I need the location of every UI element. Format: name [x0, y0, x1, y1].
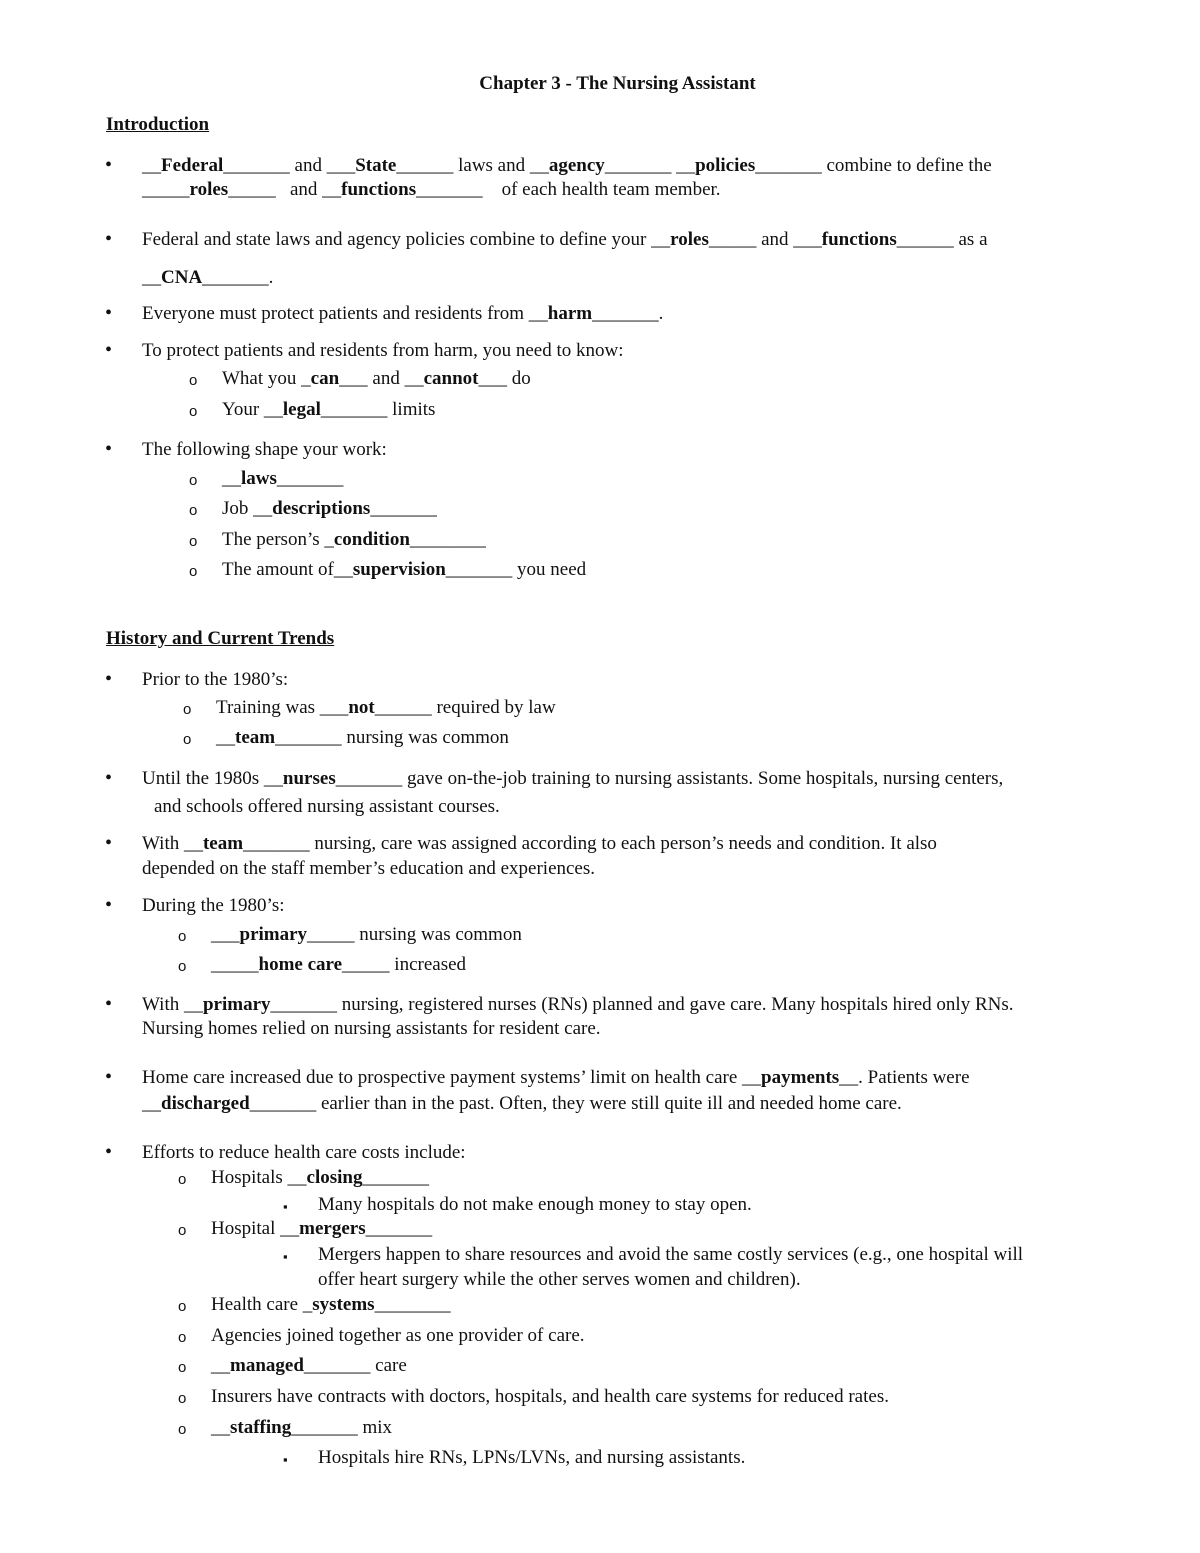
bullet-icon: •	[105, 302, 113, 324]
bullet-text	[142, 301, 663, 326]
blank-text: With __	[142, 833, 203, 854]
circle-bullet-icon: o	[178, 1298, 187, 1315]
blank-text: _______ combine to define the	[755, 155, 992, 176]
blank-text: __	[211, 1355, 230, 1376]
blank-text: Federal and state laws and agency policies combine to define your __	[142, 229, 671, 250]
blank-text: __	[222, 468, 241, 489]
blank-text: _______ and ___	[223, 155, 356, 176]
bullet-icon: •	[105, 1066, 113, 1088]
bullet-icon: •	[105, 438, 113, 460]
bullet-text	[142, 227, 988, 252]
fill-answer: team	[235, 727, 276, 748]
square-bullet-icon: ▪	[283, 1199, 288, 1214]
fill-answer: laws	[241, 468, 277, 489]
sub-sub-bullet-text: Hospitals hire RNs, LPNs/LVNs, and nursing assistants.	[318, 1447, 746, 1468]
bullet-icon: •	[105, 832, 113, 854]
section-heading-history: History and Current Trends	[106, 628, 335, 649]
bullet-icon: •	[105, 339, 113, 361]
blank-text: __	[211, 1417, 230, 1438]
blank-text: Job __	[222, 498, 273, 519]
circle-bullet-icon: o	[178, 1222, 187, 1239]
sub-bullet-text: Agencies joined together as one provider of care.	[211, 1325, 585, 1346]
blank-text: _______	[370, 498, 437, 519]
fill-answer: functions	[821, 229, 897, 250]
sub-sub-bullet-text: Many hospitals do not make enough money to stay open.	[318, 1194, 752, 1215]
bullet-text	[142, 153, 992, 178]
blank-text: _______ __	[604, 155, 696, 176]
sub-bullet-text	[211, 1353, 407, 1378]
circle-bullet-icon: o	[178, 1359, 187, 1376]
blank-text: _____ and __	[228, 179, 342, 200]
bullet-text-continued: depended on the staff member’s education and experiences.	[142, 858, 596, 879]
bullet-text: Efforts to reduce health care costs include:	[142, 1142, 466, 1163]
square-bullet-icon: ▪	[283, 1249, 288, 1264]
fill-answer: roles	[189, 179, 229, 200]
bullet-text: To protect patients and residents from harm, you need to know:	[142, 340, 624, 361]
blank-text: ________	[409, 529, 486, 550]
square-bullet-icon: ▪	[283, 1452, 288, 1467]
sub-sub-bullet-text: Mergers happen to share resources and avoid the same costly services (e.g., one hospital will	[318, 1244, 1024, 1265]
blank-text: _______	[365, 1218, 433, 1239]
bullet-text: Prior to the 1980’s:	[142, 669, 289, 690]
bullet-icon: •	[105, 154, 113, 176]
blank-text: _______ you need	[445, 559, 587, 580]
blank-text: _______.	[592, 303, 664, 324]
fill-answer: closing	[306, 1167, 363, 1188]
fill-answer: primary	[202, 994, 271, 1015]
blank-text: __	[142, 267, 161, 288]
blank-text: ___ and __	[339, 368, 424, 389]
blank-text: _____	[211, 954, 259, 975]
bullet-icon: •	[105, 1141, 113, 1163]
blank-text: _______ care	[303, 1355, 407, 1376]
circle-bullet-icon: o	[183, 731, 192, 748]
bullet-icon: •	[105, 993, 113, 1015]
bullet-icon: •	[105, 894, 113, 916]
fill-answer: cannot	[423, 368, 479, 389]
blank-text: _____ increased	[342, 954, 467, 975]
fill-answer: systems	[312, 1294, 375, 1315]
blank-text: _______ gave on-the-job training to nursing assistants. Some hospitals, nursing centers,	[335, 768, 1004, 789]
blank-text: ______ as a	[896, 229, 988, 250]
blank-text: ________	[374, 1294, 451, 1315]
sub-bullet-text	[211, 922, 522, 947]
blank-text: Home care increased due to prospective payment systems’ limit on health care __	[142, 1067, 762, 1088]
fill-answer: discharged	[161, 1093, 250, 1114]
fill-answer: descriptions	[272, 498, 371, 519]
circle-bullet-icon: o	[178, 928, 187, 945]
sub-bullet-text	[222, 557, 586, 582]
sub-bullet-text	[222, 527, 486, 552]
bullet-text-continued: and schools offered nursing assistant courses.	[154, 796, 500, 817]
blank-text: Training was ___	[216, 697, 349, 718]
sub-sub-bullet-text-continued: offer heart surgery while the other serves women and children).	[318, 1269, 801, 1290]
bullet-text-continued	[142, 177, 721, 202]
sub-bullet-text	[211, 1165, 429, 1190]
fill-answer: managed	[230, 1355, 304, 1376]
circle-bullet-icon: o	[178, 1329, 187, 1346]
blank-text: _____	[142, 179, 190, 200]
sub-bullet-text	[222, 496, 437, 521]
fill-answer: payments	[761, 1067, 840, 1088]
circle-bullet-icon: o	[189, 472, 198, 489]
sub-bullet-text	[222, 466, 343, 491]
fill-answer: condition	[333, 529, 410, 550]
blank-text: With __	[142, 994, 203, 1015]
sub-bullet-text: Insurers have contracts with doctors, hospitals, and health care systems for reduced rates.	[211, 1386, 889, 1407]
bullet-text-continued: Nursing homes relied on nursing assistants for resident care.	[142, 1018, 601, 1039]
blank-text: ___	[211, 924, 240, 945]
blank-text: _______	[276, 468, 344, 489]
blank-text: The amount of__	[222, 559, 353, 580]
fill-answer: State	[355, 155, 397, 176]
fill-answer: mergers	[299, 1218, 366, 1239]
blank-text: _______ of each health team member.	[416, 179, 721, 200]
blank-text: _______ nursing was common	[275, 727, 509, 748]
blank-text: _____ and ___	[708, 229, 822, 250]
blank-text: __	[142, 1093, 161, 1114]
blank-text: Hospital __	[211, 1218, 300, 1239]
fill-answer: CNA	[161, 267, 203, 288]
fill-answer: staffing	[230, 1417, 292, 1438]
bullet-text	[142, 1065, 970, 1090]
circle-bullet-icon: o	[189, 403, 198, 420]
blank-text: __	[216, 727, 235, 748]
blank-text: Your __	[222, 399, 283, 420]
bullet-icon: •	[105, 228, 113, 250]
fill-answer: nurses	[282, 768, 336, 789]
blank-text: What you _	[222, 368, 311, 389]
bullet-text-continued	[142, 1091, 902, 1116]
fill-answer: home care	[258, 954, 343, 975]
blank-text: The person’s _	[222, 529, 334, 550]
sub-bullet-text	[211, 952, 466, 977]
blank-text: _______ limits	[320, 399, 436, 420]
blank-text: _______ earlier than in the past. Often, they were still quite ill and needed home care.	[249, 1093, 902, 1114]
bullet-text	[142, 831, 937, 856]
bullet-icon: •	[105, 668, 113, 690]
fill-answer: agency	[548, 155, 605, 176]
blank-text: _______ nursing, registered nurses (RNs) planned and gave care. Many hospitals hired only RNs.	[270, 994, 1014, 1015]
fill-answer: team	[202, 833, 244, 854]
circle-bullet-icon: o	[189, 502, 198, 519]
blank-text: _______.	[202, 267, 274, 288]
sub-bullet-text	[222, 397, 435, 422]
section-heading-introduction: Introduction	[106, 114, 210, 135]
fill-answer: legal	[282, 399, 321, 420]
circle-bullet-icon: o	[178, 1390, 187, 1407]
blank-text: Until the 1980s __	[142, 768, 283, 789]
circle-bullet-icon: o	[178, 958, 187, 975]
sub-bullet-text	[216, 725, 509, 750]
bullet-text: During the 1980’s:	[142, 895, 285, 916]
fill-answer: roles	[670, 229, 709, 250]
bullet-text: The following shape your work:	[142, 439, 387, 460]
blank-text: ______ laws and __	[396, 155, 549, 176]
circle-bullet-icon: o	[178, 1421, 187, 1438]
sub-bullet-text	[211, 1415, 392, 1440]
sub-bullet-text	[222, 366, 531, 391]
fill-answer: Federal	[161, 155, 224, 176]
fill-answer: supervision	[352, 559, 446, 580]
sub-bullet-text	[211, 1292, 451, 1317]
bullet-text	[142, 992, 1014, 1017]
fill-answer: harm	[547, 303, 593, 324]
circle-bullet-icon: o	[189, 372, 198, 389]
bullet-text	[142, 766, 1003, 791]
circle-bullet-icon: o	[183, 701, 192, 718]
circle-bullet-icon: o	[189, 533, 198, 550]
blank-text: _______ mix	[291, 1417, 393, 1438]
sub-bullet-text	[211, 1216, 432, 1241]
blank-text: _____ nursing was common	[307, 924, 522, 945]
fill-answer: primary	[239, 924, 308, 945]
blank-text: __. Patients were	[839, 1067, 970, 1088]
circle-bullet-icon: o	[189, 563, 198, 580]
blank-text: ______ required by law	[374, 697, 556, 718]
blank-text: _______	[362, 1167, 429, 1188]
blank-text: Hospitals __	[211, 1167, 307, 1188]
blank-text: Everyone must protect patients and residents from __	[142, 303, 548, 324]
blank-text: Health care _	[211, 1294, 313, 1315]
page-title: Chapter 3 - The Nursing Assistant	[479, 73, 756, 94]
blank-text: __	[142, 155, 161, 176]
bullet-text-continued	[142, 265, 273, 290]
circle-bullet-icon: o	[178, 1171, 187, 1188]
sub-bullet-text	[216, 695, 556, 720]
fill-answer: policies	[695, 155, 756, 176]
blank-text: ___ do	[478, 368, 531, 389]
bullet-icon: •	[105, 767, 113, 789]
fill-answer: can	[310, 368, 340, 389]
blank-text: _______ nursing, care was assigned according to each person’s needs and condition. It also	[243, 833, 937, 854]
fill-answer: functions	[341, 179, 417, 200]
fill-answer: not	[348, 697, 375, 718]
